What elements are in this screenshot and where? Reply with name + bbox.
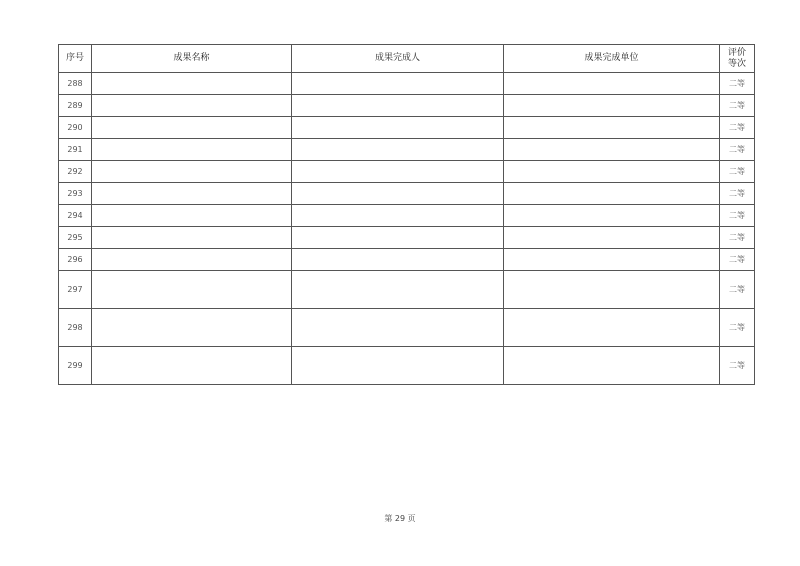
row-name <box>92 183 292 205</box>
page-number: 第 29 页 <box>384 514 416 523</box>
row-name <box>92 139 292 161</box>
row-name <box>92 73 292 95</box>
table-row <box>59 227 755 249</box>
table-row <box>59 73 755 95</box>
row-unit <box>504 95 720 117</box>
header-people: 成果完成人 <box>292 45 504 73</box>
table-row <box>59 117 755 139</box>
row-name <box>92 227 292 249</box>
row-no: 295 <box>59 227 92 249</box>
row-grade: 二等 <box>720 205 755 227</box>
row-unit <box>504 117 720 139</box>
row-no: 293 <box>59 183 92 205</box>
row-unit <box>504 73 720 95</box>
row-unit <box>504 139 720 161</box>
header-unit: 成果完成单位 <box>504 45 720 73</box>
row-unit <box>504 183 720 205</box>
row-people <box>292 271 504 309</box>
row-no: 288 <box>59 73 92 95</box>
row-grade: 二等 <box>720 271 755 309</box>
row-unit <box>504 347 720 385</box>
table-row <box>59 309 755 347</box>
table-row <box>59 183 755 205</box>
table-row <box>59 347 755 385</box>
row-name <box>92 117 292 139</box>
row-no: 299 <box>59 347 92 385</box>
row-name <box>92 161 292 183</box>
row-people <box>292 249 504 271</box>
row-unit <box>504 205 720 227</box>
row-no: 297 <box>59 271 92 309</box>
row-unit <box>504 161 720 183</box>
row-name <box>92 95 292 117</box>
row-name <box>92 271 292 309</box>
row-no: 289 <box>59 95 92 117</box>
header-grade: 评价等次 <box>720 45 755 73</box>
row-name <box>92 249 292 271</box>
results-table <box>58 44 755 385</box>
row-grade: 二等 <box>720 249 755 271</box>
row-people <box>292 139 504 161</box>
table-row <box>59 161 755 183</box>
table-row <box>59 95 755 117</box>
header-name: 成果名称 <box>92 45 292 73</box>
row-unit <box>504 227 720 249</box>
row-grade: 二等 <box>720 95 755 117</box>
row-grade: 二等 <box>720 309 755 347</box>
row-people <box>292 347 504 385</box>
row-name <box>92 309 292 347</box>
row-no: 298 <box>59 309 92 347</box>
row-people <box>292 309 504 347</box>
table-row <box>59 205 755 227</box>
row-name <box>92 205 292 227</box>
row-unit <box>504 249 720 271</box>
row-name <box>92 347 292 385</box>
row-grade: 二等 <box>720 117 755 139</box>
row-grade: 二等 <box>720 161 755 183</box>
table-header-row <box>59 45 755 73</box>
row-grade: 二等 <box>720 227 755 249</box>
row-unit <box>504 309 720 347</box>
row-people <box>292 95 504 117</box>
row-grade: 二等 <box>720 347 755 385</box>
row-no: 291 <box>59 139 92 161</box>
document-page <box>58 44 754 385</box>
row-no: 296 <box>59 249 92 271</box>
table-row <box>59 249 755 271</box>
row-people <box>292 183 504 205</box>
table-row <box>59 271 755 309</box>
row-no: 294 <box>59 205 92 227</box>
row-no: 290 <box>59 117 92 139</box>
row-grade: 二等 <box>720 183 755 205</box>
row-people <box>292 227 504 249</box>
row-people <box>292 161 504 183</box>
row-no: 292 <box>59 161 92 183</box>
row-people <box>292 205 504 227</box>
row-unit <box>504 271 720 309</box>
table-row <box>59 139 755 161</box>
header-no: 序号 <box>59 45 92 73</box>
row-people <box>292 73 504 95</box>
row-grade: 二等 <box>720 139 755 161</box>
row-grade: 二等 <box>720 73 755 95</box>
row-people <box>292 117 504 139</box>
